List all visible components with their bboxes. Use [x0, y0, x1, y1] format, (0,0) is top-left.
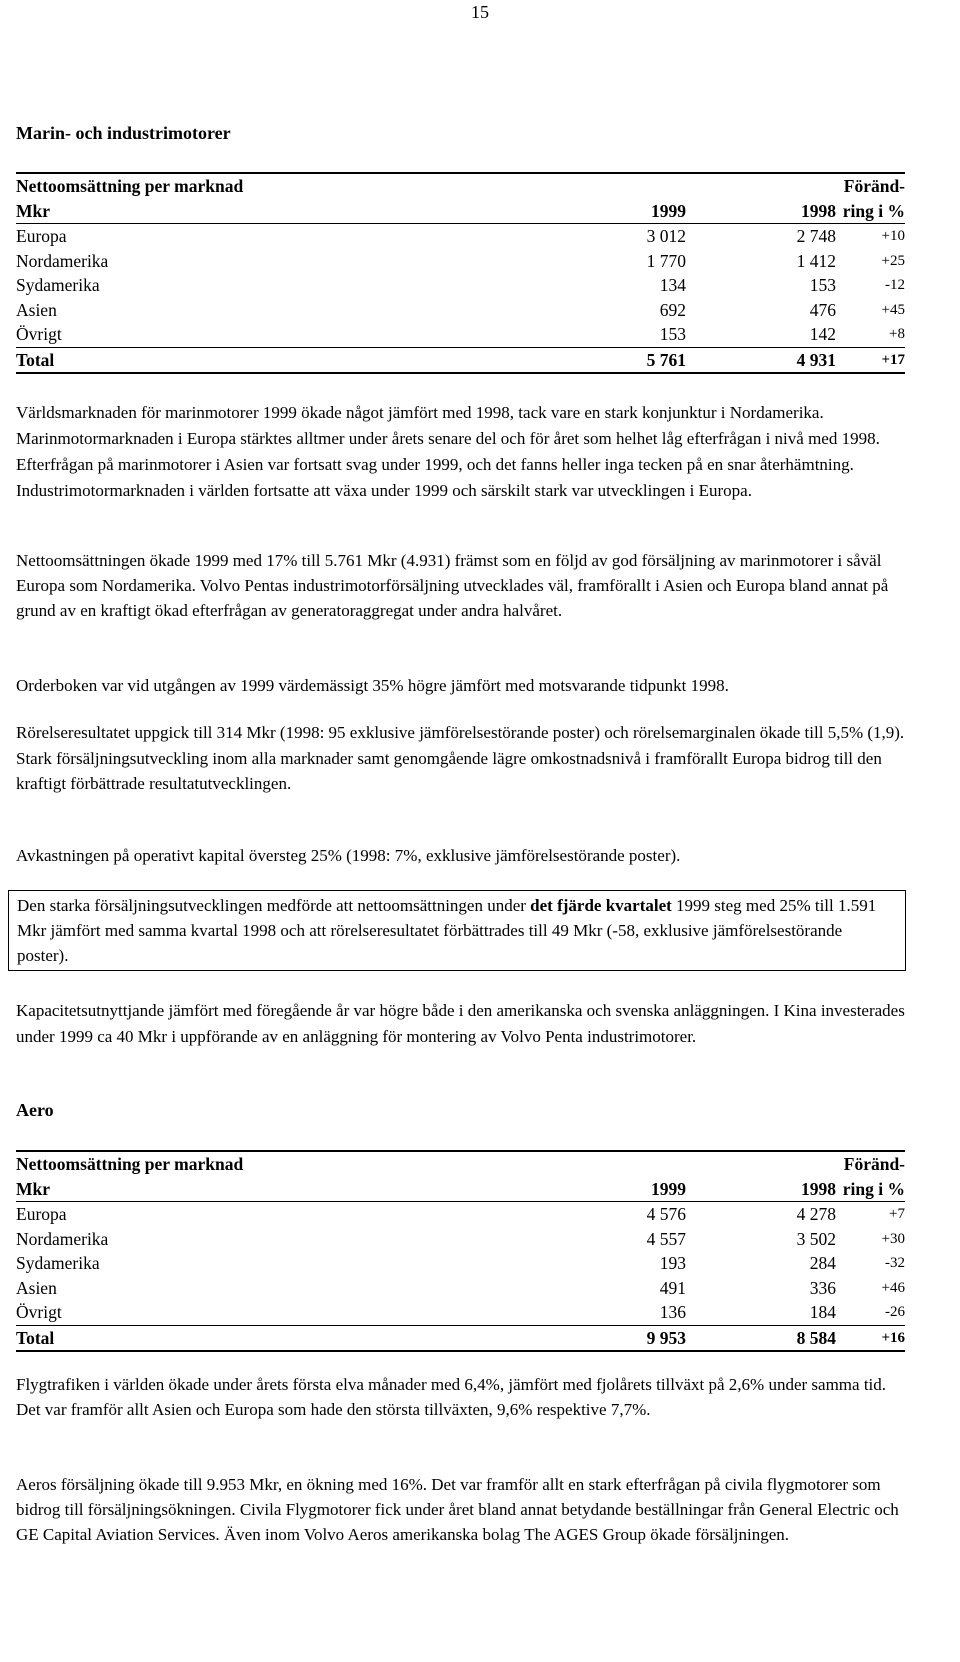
q4-text-start: Den starka försäljningsutvecklingen medförde att nettoomsättningen under: [17, 896, 531, 915]
change-cell: +25: [881, 252, 905, 269]
paragraph-return: Avkastningen på operativt kapital översteg 25% (1998: 7%, exklusive jämförelsestörande poster).: [16, 846, 681, 865]
value-1998-cell: 1 412: [796, 250, 836, 271]
market-cell: Asien: [16, 1277, 57, 1298]
table-header-1999: 1999: [536, 199, 686, 224]
change-cell: +45: [881, 301, 905, 318]
table-header-1998: 1998: [686, 199, 836, 224]
total-change: +17: [836, 347, 905, 373]
table-header-title: Nettoomsättning per marknad: [16, 1151, 536, 1177]
table-row: [16, 249, 905, 274]
marine-sales-table: [16, 172, 905, 374]
table-row: [16, 273, 905, 298]
change-cell: +30: [881, 1230, 905, 1247]
total-1998: 8 584: [686, 1325, 836, 1351]
value-1998-cell: 336: [809, 1277, 836, 1298]
change-cell: +8: [889, 326, 905, 343]
value-1998-cell: 4 278: [796, 1204, 836, 1225]
aero-sales-table: [16, 1150, 905, 1352]
table-row: [16, 1276, 905, 1301]
q4-highlight-text: [17, 893, 897, 968]
change-cell: -32: [885, 1255, 905, 1272]
value-1998-cell: 2 748: [796, 226, 836, 247]
change-cell: -12: [885, 277, 905, 294]
q4-text-bold: det fjärde kvartalet: [530, 896, 672, 915]
value-1999-cell: 4 557: [646, 1228, 686, 1249]
paragraph-sales: Nettoomsättningen ökade 1999 med 17% till 5.761 Mkr (4.931) främst som en följd av god försäljning av marinmotorer i såväl Europa som Nordamerika. Volvo Pentas industrimotorförsäljning utvecklades väl, framförallt i Asien och Europa bland annat på grund av en kraftigt ökad efterfrågan av generatoraggregat under andra halvåret.: [16, 551, 889, 620]
table-total-row: [16, 347, 905, 373]
q4-text-end: 1999 steg med 25% till 1.591 Mkr jämfört med samma kvartal 1998 och att rörelseresultatet förbättrades till 49 Mkr (-58, exklusive jämförelsestörande poster).: [17, 896, 877, 965]
page-number: 15: [471, 2, 489, 22]
value-1999-cell: 3 012: [646, 226, 686, 247]
table-header-unit: Mkr: [16, 1177, 536, 1202]
change-cell: +10: [881, 228, 905, 245]
table-header-row: [16, 199, 905, 224]
market-cell: Europa: [16, 1204, 67, 1225]
change-cell: -26: [885, 1304, 905, 1321]
paragraph-operating-result: Rörelseresultatet uppgick till 314 Mkr (1998: 95 exklusive jämförelsestörande poster) och rörelsemarginalen ökade till 5,5% (1,9). Stark försäljningsutveckling inom alla marknader samt genomgående lägre omkostnadsnivå i framförallt Europa bidrog till den kraftigt förbättrade resultatutvecklingen.: [16, 723, 905, 793]
value-1998-cell: 284: [809, 1253, 836, 1274]
value-1999-cell: 692: [659, 299, 686, 320]
table-header-change: ring i %: [836, 199, 905, 224]
table-row: [16, 298, 905, 323]
table-header-title: Nettoomsättning per marknad: [16, 173, 536, 199]
total-1999: 5 761: [536, 347, 686, 373]
value-1998-cell: 142: [809, 324, 836, 345]
change-cell: +7: [889, 1206, 905, 1223]
value-1998-cell: 476: [809, 299, 836, 320]
total-change: +16: [836, 1325, 905, 1351]
market-cell: Övrigt: [16, 1302, 62, 1323]
value-1999-cell: 491: [659, 1277, 686, 1298]
table-header-change: Föränd-: [836, 1151, 905, 1177]
market-cell: Europa: [16, 226, 67, 247]
market-cell: Sydamerika: [16, 275, 100, 296]
total-label: Total: [16, 347, 536, 373]
table-row: [16, 1227, 905, 1252]
table-total-row: [16, 1325, 905, 1351]
table-row: [16, 1251, 905, 1276]
market-cell: Övrigt: [16, 324, 62, 345]
table-header-change: ring i %: [836, 1177, 905, 1202]
table-header-row: [16, 1151, 905, 1177]
paragraph-market: Världsmarknaden för marinmotorer 1999 ökade något jämfört med 1998, tack vare en stark konjunktur i Nordamerika. Marinmotormarknaden i Europa stärktes alltmer under årets senare del och för året som helhet låg efterfrågan i nivå med 1998. Efterfrågan på marinmotorer i Asien var fortsatt svag under 1999, och det fanns heller inga tecken på en snar återhämtning. Industrimotormarknaden i världen fortsatte att växa under 1999 och särskilt stark var utvecklingen i Europa.: [16, 403, 880, 500]
table-row: [16, 1202, 905, 1227]
value-1999-cell: 193: [659, 1253, 686, 1274]
q4-highlight-box: [8, 890, 906, 971]
paragraph-orderbook: Orderboken var vid utgången av 1999 värdemässigt 35% högre jämfört med motsvarande tidpunkt 1998.: [16, 676, 729, 695]
section-title-marine: Marin- och industrimotorer: [16, 123, 231, 143]
value-1998-cell: 184: [809, 1302, 836, 1323]
table-header-change: Föränd-: [836, 173, 905, 199]
value-1999-cell: 4 576: [646, 1204, 686, 1225]
value-1998-cell: 153: [809, 275, 836, 296]
market-cell: Nordamerika: [16, 250, 109, 271]
market-cell: Asien: [16, 299, 57, 320]
value-1999-cell: 134: [659, 275, 686, 296]
value-1999-cell: 153: [659, 324, 686, 345]
value-1998-cell: 3 502: [796, 1228, 836, 1249]
total-label: Total: [16, 1325, 536, 1351]
paragraph-air-traffic: Flygtrafiken i världen ökade under årets första elva månader med 6,4%, jämfört med fjolårets tillväxt på 2,6% under samma tid. Det var framför allt Asien och Europa som hade den största tillväxten, 9,6% respektive 7,7%.: [16, 1375, 887, 1419]
market-cell: Sydamerika: [16, 1253, 100, 1274]
change-cell: +46: [881, 1279, 905, 1296]
table-header-row: [16, 1177, 905, 1202]
table-row: [16, 322, 905, 347]
table-row: [16, 224, 905, 249]
market-cell: Nordamerika: [16, 1228, 109, 1249]
total-1999: 9 953: [536, 1325, 686, 1351]
table-header-1998: 1998: [686, 1177, 836, 1202]
value-1999-cell: 136: [659, 1302, 686, 1323]
value-1999-cell: 1 770: [646, 250, 686, 271]
paragraph-aero-sales: Aeros försäljning ökade till 9.953 Mkr, en ökning med 16%. Det var framför allt en stark efterfrågan på civila flygmotorer som bidrog till försäljningsökningen. Civila Flygmotorer fick under året bland annat betydande beställningar från General Electric och GE Capital Aviation Services. Även inom Volvo Aeros amerikanska bolag The AGES Group ökade försäljningen.: [16, 1475, 899, 1544]
table-header-row: [16, 173, 905, 199]
table-header-unit: Mkr: [16, 199, 536, 224]
table-row: [16, 1300, 905, 1325]
table-header-1999: 1999: [536, 1177, 686, 1202]
total-1998: 4 931: [686, 347, 836, 373]
paragraph-capacity: Kapacitetsutnyttjande jämfört med föregående år var högre både i den amerikanska och svenska anläggningen. I Kina investerades under 1999 ca 40 Mkr i uppförande av en anläggning för montering av Volvo Penta industrimotorer.: [16, 1001, 905, 1046]
section-title-aero: Aero: [16, 1100, 54, 1120]
